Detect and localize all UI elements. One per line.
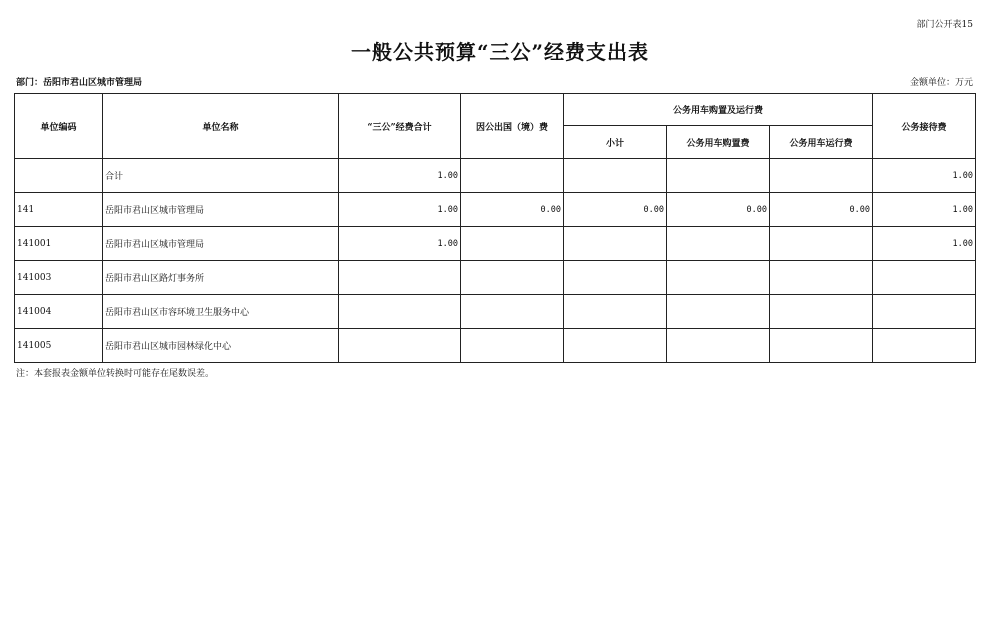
- cell-name: 岳阳市君山区市容环境卫生服务中心: [103, 295, 339, 329]
- footnote: 注：本套报表金额单位转换时可能存在尾数误差。: [16, 369, 215, 379]
- cell-operation: [770, 261, 873, 295]
- cell-purchase: 0.00: [667, 193, 770, 227]
- cell-code: 141: [15, 193, 103, 227]
- cell-operation: [770, 159, 873, 193]
- cell-subtotal: 0.00: [564, 193, 667, 227]
- cell-purchase: [667, 295, 770, 329]
- cell-subtotal: [564, 261, 667, 295]
- cell-abroad: [461, 329, 564, 363]
- header-reception: 公务接待费: [873, 94, 976, 159]
- cell-name: 岳阳市君山区城市管理局: [103, 193, 339, 227]
- header-total: “三公”经费合计: [339, 94, 461, 159]
- cell-subtotal: [564, 227, 667, 261]
- cell-name: 岳阳市君山区路灯事务所: [103, 261, 339, 295]
- table-row: [15, 329, 976, 363]
- cell-total: [339, 295, 461, 329]
- cell-reception: 1.00: [873, 159, 976, 193]
- table-row: [15, 295, 976, 329]
- cell-name: 岳阳市君山区城市管理局: [103, 227, 339, 261]
- expense-table: [14, 93, 976, 363]
- cell-reception: 1.00: [873, 227, 976, 261]
- cell-subtotal: [564, 159, 667, 193]
- cell-name: 岳阳市君山区城市园林绿化中心: [103, 329, 339, 363]
- header-unit-code: 单位编码: [15, 94, 103, 159]
- cell-total: 1.00: [339, 193, 461, 227]
- cell-code: 141001: [15, 227, 103, 261]
- cell-code: 141004: [15, 295, 103, 329]
- header-operation: 公务用车运行费: [770, 126, 873, 159]
- cell-total: 1.00: [339, 159, 461, 193]
- cell-total: [339, 261, 461, 295]
- cell-abroad: 0.00: [461, 193, 564, 227]
- table-row: [15, 193, 976, 227]
- header-subtotal: 小计: [564, 126, 667, 159]
- cell-abroad: [461, 159, 564, 193]
- cell-subtotal: [564, 295, 667, 329]
- header-abroad: 因公出国（境）费: [461, 94, 564, 159]
- cell-abroad: [461, 261, 564, 295]
- cell-operation: [770, 329, 873, 363]
- cell-purchase: [667, 227, 770, 261]
- header-row-1: [15, 94, 976, 126]
- table-row: [15, 159, 976, 193]
- header-purchase: 公务用车购置费: [667, 126, 770, 159]
- cell-abroad: [461, 227, 564, 261]
- header-unit-name: 单位名称: [103, 94, 339, 159]
- cell-operation: [770, 295, 873, 329]
- cell-code: [15, 159, 103, 193]
- cell-total: 1.00: [339, 227, 461, 261]
- cell-subtotal: [564, 329, 667, 363]
- page-title: 一般公共预算“三公”经费支出表: [350, 40, 649, 64]
- cell-name: 合计: [103, 159, 339, 193]
- cell-operation: 0.00: [770, 193, 873, 227]
- header-vehicle-group: 公务用车购置及运行费: [564, 94, 873, 126]
- cell-abroad: [461, 295, 564, 329]
- cell-reception: 1.00: [873, 193, 976, 227]
- cell-purchase: [667, 261, 770, 295]
- cell-purchase: [667, 329, 770, 363]
- table-row: [15, 227, 976, 261]
- cell-code: 141005: [15, 329, 103, 363]
- amount-unit-label: 金额单位：万元: [909, 78, 973, 88]
- cell-code: 141003: [15, 261, 103, 295]
- cell-reception: [873, 295, 976, 329]
- department-label: 部门：岳阳市君山区城市管理局: [16, 78, 143, 88]
- cell-reception: [873, 329, 976, 363]
- cell-reception: [873, 261, 976, 295]
- cell-purchase: [667, 159, 770, 193]
- form-number-label: 部门公开表15: [916, 20, 973, 30]
- cell-total: [339, 329, 461, 363]
- cell-operation: [770, 227, 873, 261]
- table-row: [15, 261, 976, 295]
